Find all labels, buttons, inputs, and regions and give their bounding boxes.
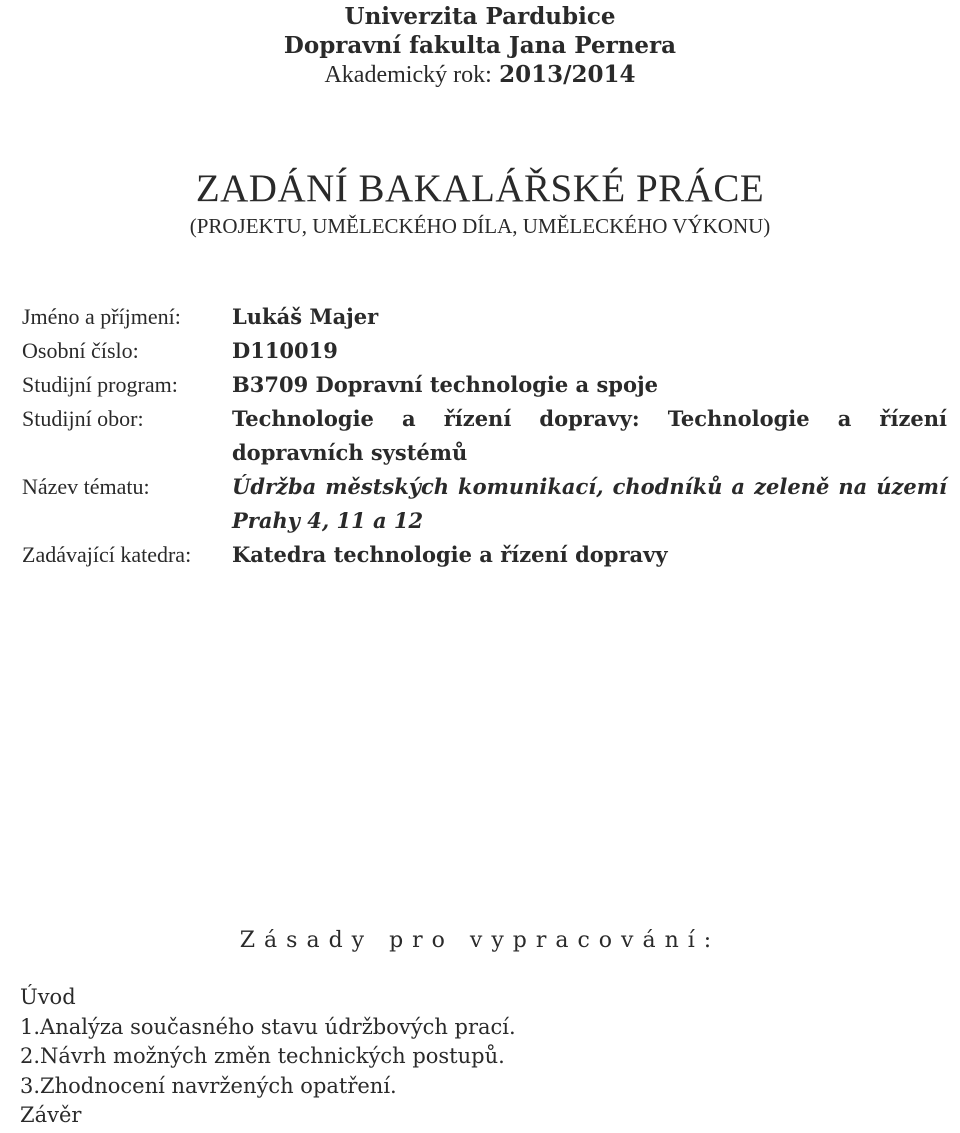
field-label: Jméno a příjmení:	[22, 304, 181, 329]
field-row-department	[22, 538, 947, 572]
field-value: Údržba městských komunikací, chodníků a zeleně na území Prahy 4, 11 a 12	[232, 474, 947, 533]
university-name: Univerzita Pardubice	[344, 3, 616, 30]
field-label: Název tématu:	[22, 474, 150, 499]
field-value: Technologie a řízení dopravy: Technologie a řízení dopravních systémů	[232, 406, 947, 465]
field-row-topic	[22, 470, 947, 538]
field-label: Studijní program:	[22, 372, 178, 397]
field-row-branch	[22, 402, 947, 470]
list-item: 1.Analýza současného stavu údržbových prací.	[20, 1014, 516, 1039]
principles-heading: Zásady pro vypracování:	[239, 928, 721, 953]
field-row-name	[22, 300, 947, 334]
document-title: ZADÁNÍ BAKALÁŘSKÉ PRÁCE	[195, 167, 765, 210]
field-value: B3709 Dopravní technologie a spoje	[232, 372, 658, 397]
list-item: Závěr	[20, 1103, 82, 1127]
field-label: Zadávající katedra:	[22, 542, 192, 567]
field-value: D110019	[232, 338, 338, 363]
academic-year-label: Akademický rok:	[324, 62, 492, 88]
list-item: 2.Návrh možných změn technických postupů.	[20, 1044, 505, 1068]
document-subtitle: (PROJEKTU, UMĚLECKÉHO DÍLA, UMĚLECKÉHO VÝKONU)	[189, 214, 771, 238]
student-info	[22, 300, 947, 572]
faculty-name: Dopravní fakulta Jana Pernera	[283, 32, 677, 59]
principles-list	[20, 983, 920, 1131]
field-label: Osobní číslo:	[22, 338, 139, 363]
field-label: Studijní obor:	[22, 406, 144, 431]
academic-year	[0, 60, 960, 90]
field-row-id	[22, 334, 947, 368]
list-item: 3.Zhodnocení navržených opatření.	[20, 1073, 397, 1098]
field-row-program	[22, 368, 947, 402]
academic-year-value: 2013/2014	[499, 61, 636, 88]
document-header	[0, 2, 960, 90]
list-item: Úvod	[20, 985, 76, 1009]
field-value: Lukáš Majer	[232, 304, 379, 329]
field-value: Katedra technologie a řízení dopravy	[232, 542, 668, 567]
